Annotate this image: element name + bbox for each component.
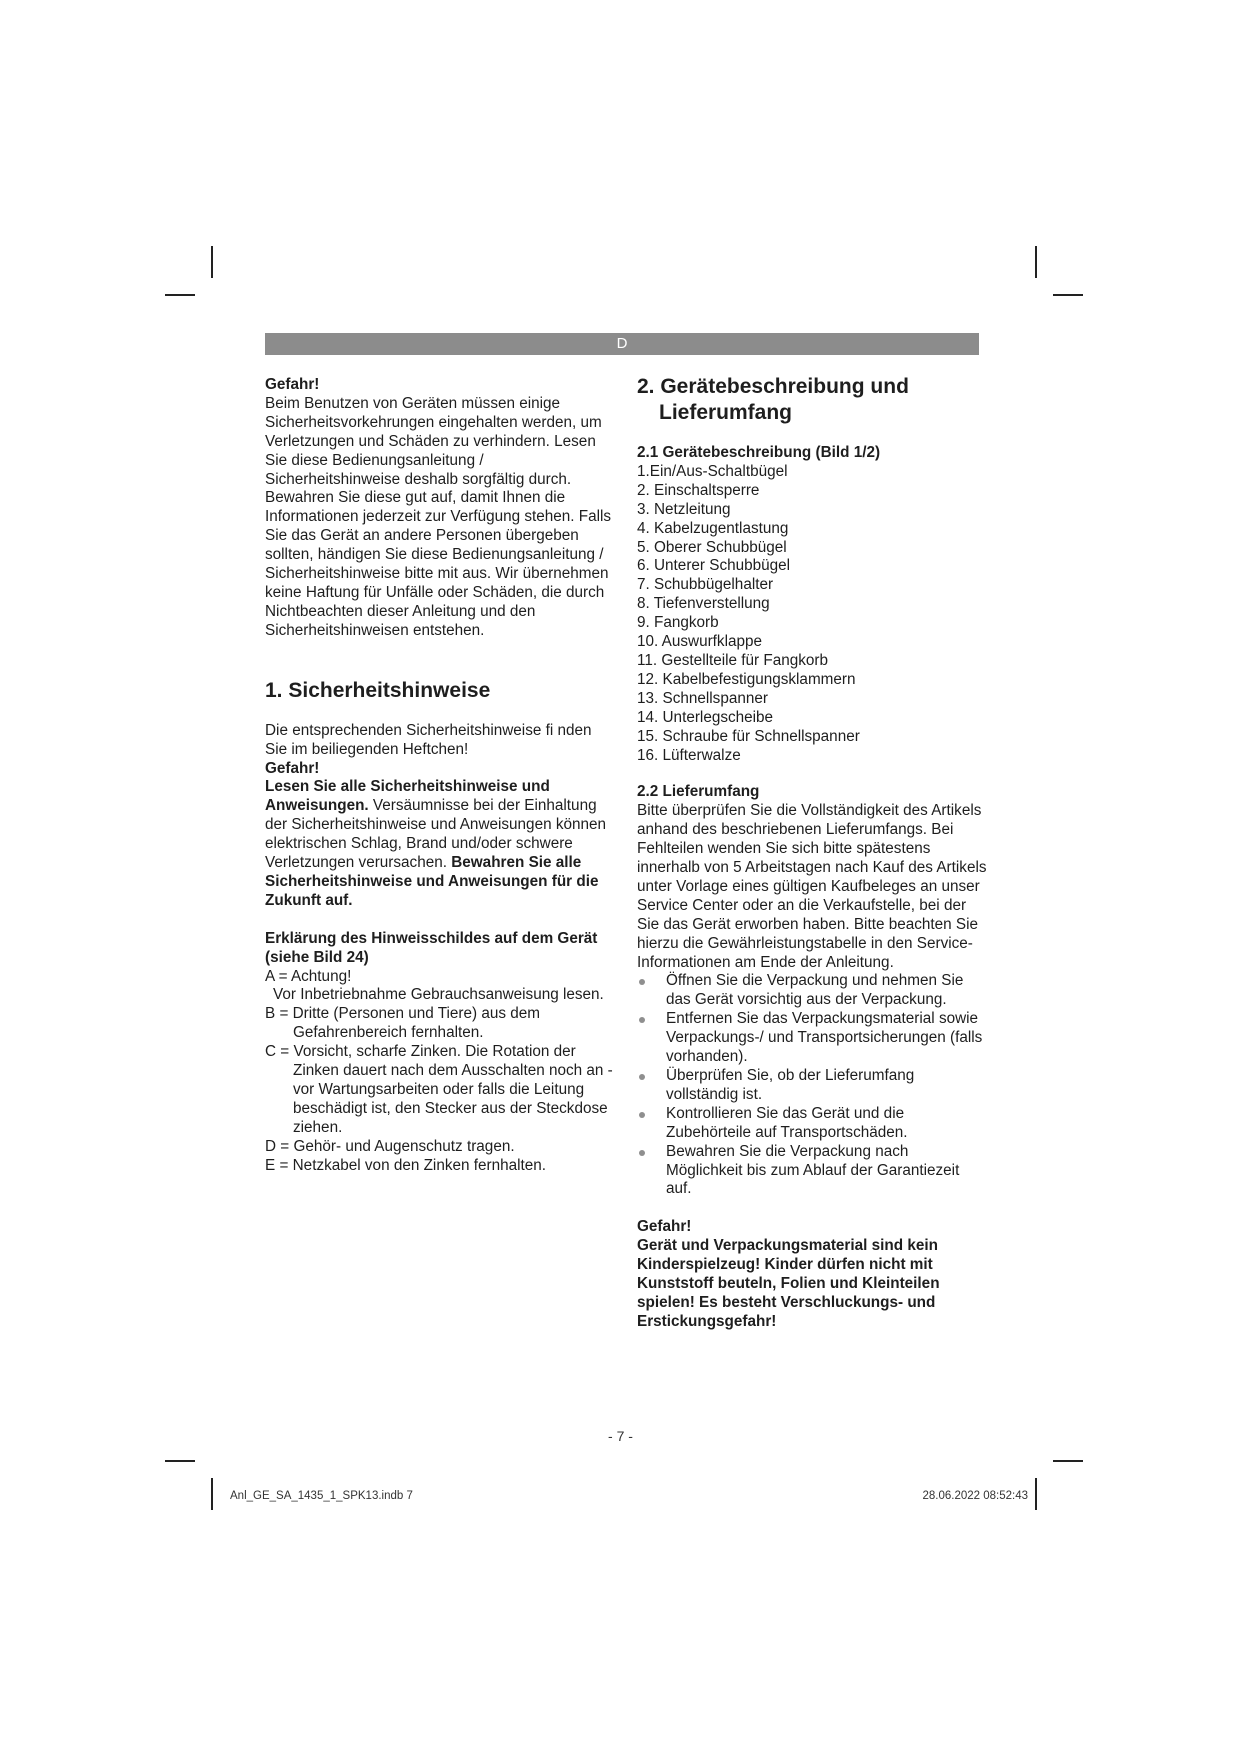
- parts-list-item: 6. Unterer Schubbügel: [637, 557, 791, 575]
- language-label: D: [616, 335, 628, 352]
- sign-item-a-detail: Vor Inbetriebnahme Gebrauchsanweisung lesen.: [273, 986, 604, 1004]
- parts-list-item: 15. Schraube für Schnellspanner: [637, 727, 860, 745]
- section-1-note: Die entsprechenden Sicherheitshinweise fi nden Sie im beiliegenden Heftchen!: [265, 721, 592, 758]
- footer-timestamp: 28.06.2022 08:52:43: [922, 1490, 1028, 1502]
- parts-list-item: 10. Auswurfklappe: [637, 633, 763, 651]
- section-1-body: Versäumnisse bei der Einhaltung der Sicherheitshinweise und Anweisungen können elektrischen Schlag, Brand und/oder schwere Verletzungen verursachen.: [265, 797, 607, 872]
- bullet-icon: [639, 1074, 645, 1080]
- section-2-title: [637, 374, 987, 426]
- parts-list-item: 5. Oberer Schubbügel: [637, 538, 787, 556]
- right-column: [637, 374, 987, 1332]
- subsection-2-2-title: 2.2 Lieferumfang: [637, 783, 760, 801]
- crop-mark-bottom-left-vertical: [211, 1478, 213, 1510]
- section-2-title-line1: 2. Gerätebeschreibung und: [637, 375, 909, 398]
- sign-item-a: A = Achtung!: [265, 967, 352, 985]
- bullet-icon: [639, 1017, 645, 1023]
- unpacking-steps-list: [637, 972, 987, 1199]
- bullet-icon: [639, 979, 645, 985]
- parts-list-item: 4. Kabelzugentlastung: [637, 519, 789, 537]
- warning-heading: Gefahr!: [637, 1218, 692, 1236]
- parts-list: [637, 463, 987, 766]
- page-number: - 7 -: [608, 1428, 633, 1444]
- crop-mark-top-left-vertical: [211, 246, 213, 278]
- crop-mark-bottom-right-vertical: [1035, 1478, 1037, 1510]
- bullet-icon: [639, 1112, 645, 1118]
- parts-list-item: 9. Fangkorb: [637, 614, 719, 632]
- section-1-warning-heading: Gefahr!: [265, 759, 320, 777]
- intro-text: Beim Benutzen von Geräten müssen einige Sicherheitsvorkehrungen eingehalten werden, um Verletzungen und Schäden zu verhindern. Lesen Sie diese Bedienungsanleitung / Sicherheitshinweise deshalb sorgfältig durch. Bewahren Sie diese gut auf, damit Ihnen die Informationen jederzeit zur Verfügung stehen. Falls Sie das Gerät an andere Personen übergeben sollten, händigen Sie diese Bedienungsanleitung / Sicherheitshinweise bitte mit aus. Wir übernehmen keine Haftung für Unfälle oder Schäden, die durch Nichtbeachten dieser Anleitung und den Sicherheitshinweisen entstehen.: [265, 394, 612, 639]
- parts-list-item: 14. Unterlegscheibe: [637, 708, 774, 726]
- sign-item-c: C = Vorsicht, scharfe Zinken. Die Rotation der Zinken dauert nach dem Ausschalten noch an - vor Wartungsarbeiten oder falls die Leitung beschädigt ist, den Stecker aus der Steckdose ziehen.: [265, 1043, 613, 1136]
- crop-mark-top-right-horizontal: [1053, 294, 1083, 296]
- unpacking-step: Überprüfen Sie, ob der Lieferumfang vollständig ist.: [637, 1067, 987, 1105]
- sign-item-e: E = Netzkabel von den Zinken fernhalten.: [265, 1156, 547, 1174]
- unpacking-step: Bewahren Sie die Verpackung nach Möglichkeit bis zum Ablauf der Garantiezeit auf.: [637, 1143, 987, 1200]
- footer-file-name: Anl_GE_SA_1435_1_SPK13.indb 7: [230, 1490, 413, 1502]
- language-header-bar: [265, 333, 979, 355]
- warning-text: Gerät und Verpackungsmaterial sind kein Kinderspielzeug! Kinder dürfen nicht mit Kunststoff beuteln, Folien und Kleinteilen spielen! Es besteht Verschluckungs- und Erstickungsgefahr!: [637, 1237, 940, 1330]
- parts-list-item: 1.Ein/Aus-Schaltbügel: [637, 462, 788, 480]
- section-1-paragraph: [265, 778, 615, 910]
- left-column: [265, 376, 615, 1176]
- parts-list-item: 3. Netzleitung: [637, 500, 731, 518]
- parts-list-item: 16. Lüfterwalze: [637, 746, 741, 764]
- bullet-icon: [639, 1150, 645, 1156]
- parts-list-item: 13. Schnellspanner: [637, 689, 768, 707]
- unpacking-step: Öffnen Sie die Verpackung und nehmen Sie das Gerät vorsichtig aus der Verpackung.: [637, 972, 987, 1010]
- section-2-title-line2: Lieferumfang: [659, 401, 793, 424]
- crop-mark-top-right-vertical: [1035, 246, 1037, 278]
- delivery-scope-text: Bitte überprüfen Sie die Vollständigkeit des Artikels anhand des beschriebenen Lieferumfangs. Bei Fehlteilen wenden Sie sich bitte spätestens innerhalb von 5 Arbeitstagen nach Kauf des Artikels unter Vorlage eines gültigen Kaufbeleges an unser Service Center oder an die Verkaufstelle, bei der Sie das Gerät erworben haben. Bitte beachten Sie hierzu die Gewährleistungstabelle in den Service-Informationen am Ende der Anleitung.: [637, 802, 987, 971]
- unpacking-step: Entfernen Sie das Verpackungsmaterial sowie Verpackungs-/ und Transportsicherungen (falls vorhanden).: [637, 1010, 987, 1067]
- crop-mark-bottom-left-horizontal: [165, 1460, 195, 1462]
- subsection-2-1-title: 2.1 Gerätebeschreibung (Bild 1/2): [637, 444, 881, 461]
- parts-list-item: 2. Einschaltsperre: [637, 481, 760, 499]
- sign-item-b: B = Dritte (Personen und Tiere) aus dem Gefahrenbereich fernhalten.: [265, 1005, 541, 1042]
- parts-list-item: 7. Schubbügelhalter: [637, 576, 774, 594]
- parts-list-item: 11. Gestellteile für Fangkorb: [637, 651, 829, 669]
- sign-explanation-list: [265, 968, 615, 1176]
- unpacking-step: Kontrollieren Sie das Gerät und die Zubehörteile auf Transportschäden.: [637, 1105, 987, 1143]
- parts-list-item: 8. Tiefenverstellung: [637, 595, 770, 613]
- parts-list-item: 12. Kabelbefestigungsklammern: [637, 670, 856, 688]
- sign-explanation-title: Erklärung des Hinweisschildes auf dem Gerät (siehe Bild 24): [265, 929, 598, 966]
- section-1-bold-tail: Bewahren Sie alle Sicherheitshinweise und Anweisungen für die Zukunft auf.: [265, 854, 599, 909]
- crop-mark-top-left-horizontal: [165, 294, 195, 296]
- section-1-bold-lead: Lesen Sie alle Sicherheitshinweise und Anweisungen.: [265, 778, 550, 815]
- section-1-title: 1. Sicherheitshinweise: [265, 678, 491, 702]
- crop-mark-bottom-right-horizontal: [1053, 1460, 1083, 1462]
- intro-heading: Gefahr!: [265, 376, 320, 393]
- sign-item-d: D = Gehör- und Augenschutz tragen.: [265, 1137, 515, 1155]
